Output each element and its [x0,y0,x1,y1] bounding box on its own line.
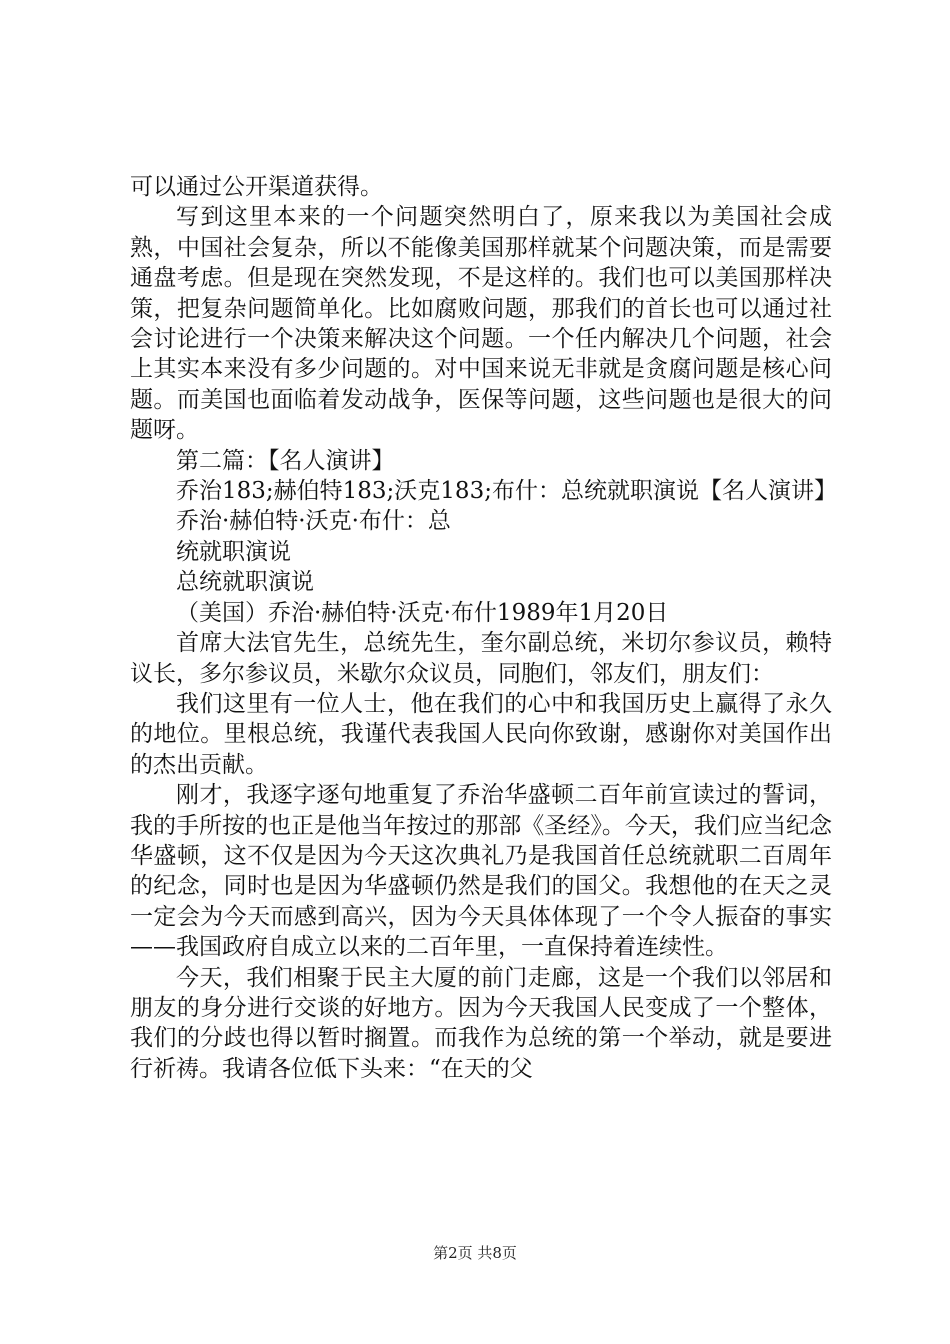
document-body [130,172,837,1084]
paragraph-continuation: 可以通过公开渠道获得。 [130,174,383,200]
speech-salutation: 首席大法官先生，总统先生，奎尔副总统，米切尔参议员，赖特议长，多尔参议员，米歇尔众议员，同胞们，邻友们，朋友们： [130,630,832,687]
speech-subtitle: 总统就职演说 [176,569,314,596]
speech-paragraph: 今天，我们相聚于民主大厦的前门走廊，这是一个我们以邻居和朋友的身分进行交谈的好地方。因为今天我国人民变成了一个整体，我们的分歧也得以暂时搁置。而我作为总统的第一个举动，就是要进行祈祷。我请各位低下头来：“在天的父 [130,964,832,1082]
speech-paragraph: 刚才，我逐字逐句地重复了乔治华盛顿二百年前宣读过的誓词，我的手所按的也正是他当年按过的那部《圣经》。今天，我们应当纪念华盛顿，这不仅是因为今天这次典礼乃是我国首任总统就职二百周年的纪念，同时也是因为华盛顿仍然是我们的国父。我想他的在天之灵一定会为今天而感到高兴，因为今天具体体现了一个令人振奋的事实——我国政府自成立以来的二百年里，一直保持着连续性。 [130,782,832,961]
section-heading: 第二篇：【名人演讲】 [176,447,395,474]
speech-title-part-2: 统就职演说 [176,538,291,565]
speech-title-part-1: 乔治·赫伯特·沃克·布什：总 [176,508,451,535]
speech-byline: （美国）乔治·赫伯特·沃克·布什1989年1月20日 [176,599,669,626]
paragraph-reflection: 写到这里本来的一个问题突然明白了，原来我以为美国社会成熟，中国社会复杂，所以不能像美国那样就某个问题决策，而是需要通盘考虑。但是现在突然发现，不是这样的。我们也可以美国那样决策，把复杂问题简单化。比如腐败问题，那我们的首长也可以通过社会讨论进行一个决策来解决这个问题。一个任内解决几个问题，社会上其实本来没有多少问题的。对中国来说无非就是贪腐问题是核心问题。而美国也面临着发动战争，医保等问题，这些问题也是很大的问题呀。 [130,204,832,444]
speech-title-line: 乔治183;赫伯特183;沃克183;布什：总统就职演说【名人演讲】 [176,478,837,505]
speech-paragraph: 我们这里有一位人士，他在我们的心中和我国历史上赢得了永久的地位。里根总统，我谨代表我国人民向你致谢，感谢你对美国作出的杰出贡献。 [130,690,832,778]
page-number-footer: 第2页 共8页 [433,1244,517,1262]
